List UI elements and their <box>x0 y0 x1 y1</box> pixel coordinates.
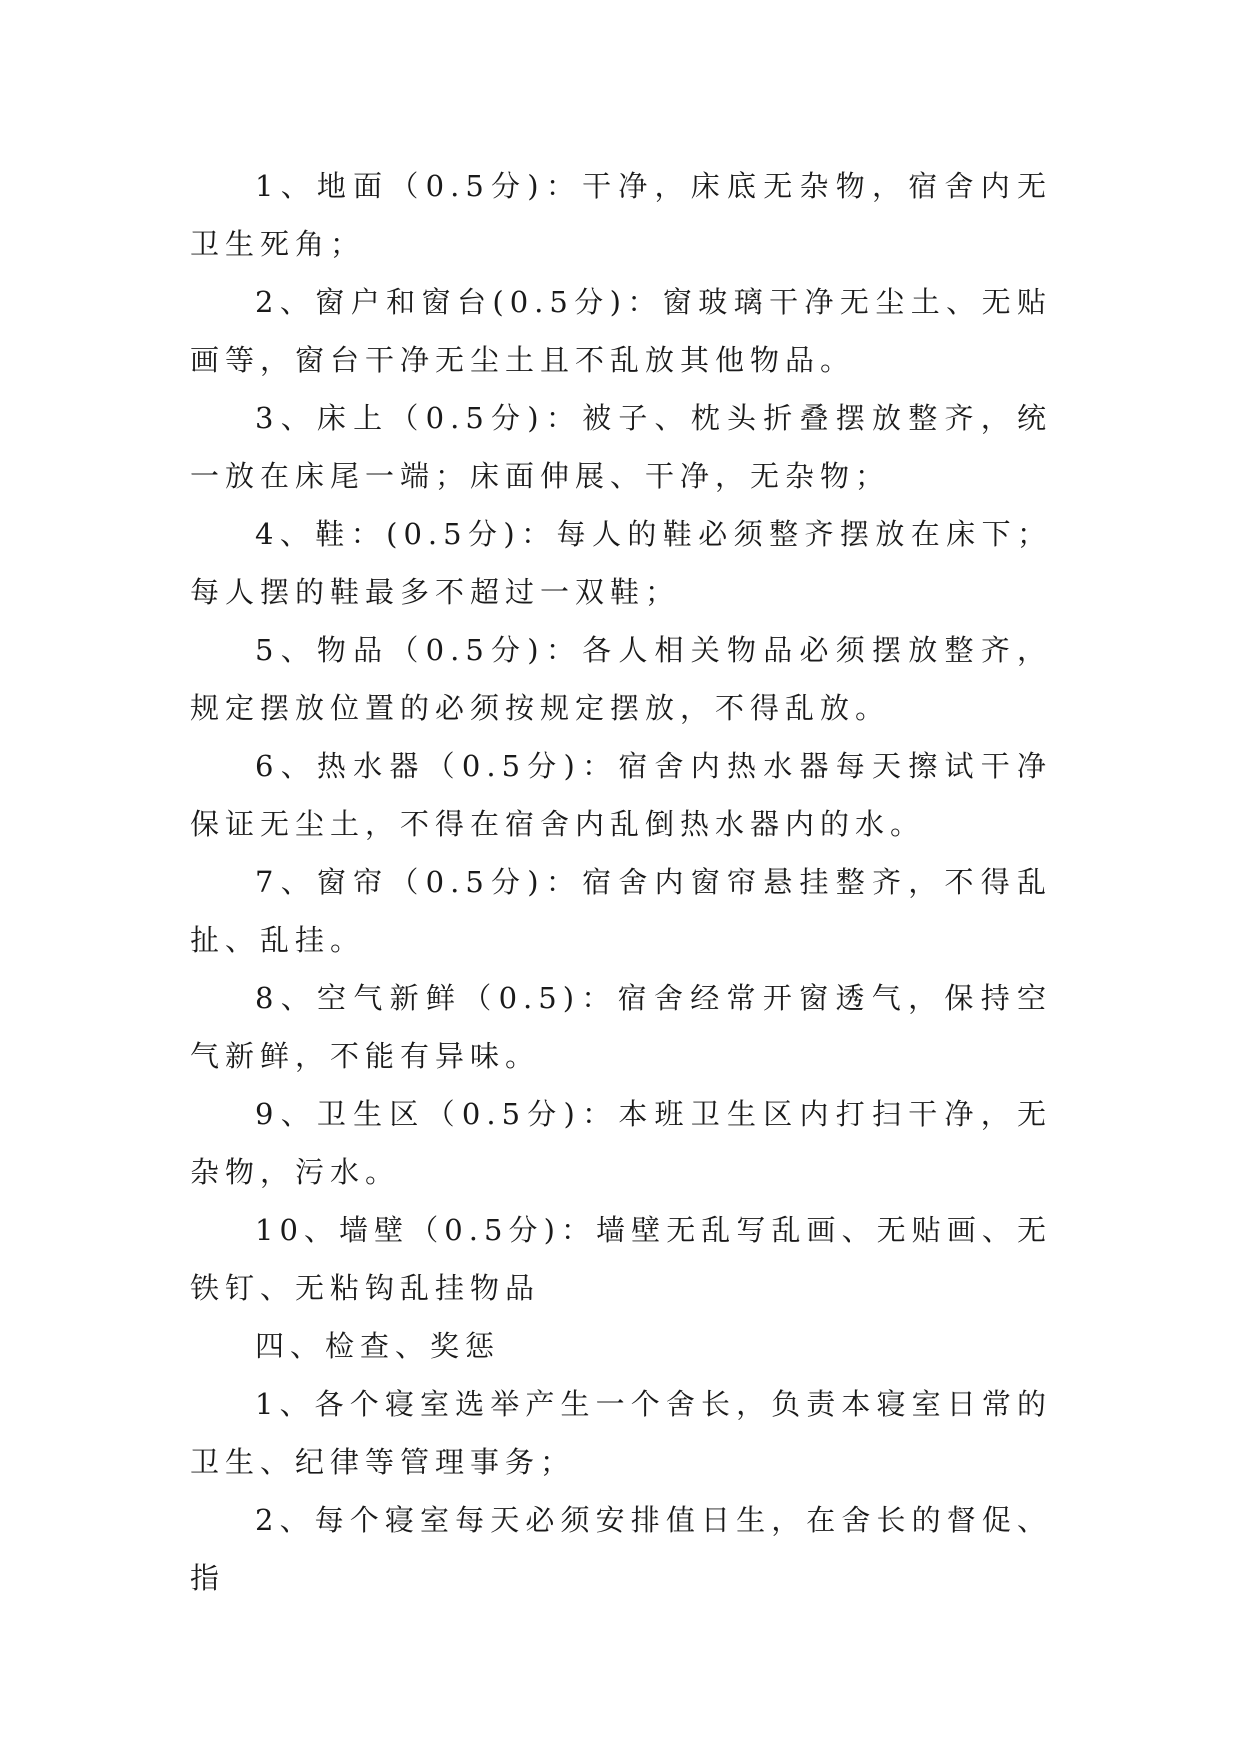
paragraph-water-heater: 6、热水器（0.5分)：宿舍内热水器每天擦试干净保证无尘土，不得在宿舍内乱倒热水器内的水。 <box>190 749 1052 841</box>
paragraph-shoes: 4、鞋：(0.5分)：每人的鞋必须整齐摆放在床下；每人摆的鞋最多不超过一双鞋； <box>190 517 1052 609</box>
paragraph-windows: 2、窗户和窗台(0.5分)：窗玻璃干净无尘土、无贴画等，窗台干净无尘土且不乱放其他物品。 <box>190 285 1052 377</box>
paragraph-curtains: 7、窗帘（0.5分)：宿舍内窗帘悬挂整齐，不得乱扯、乱挂。 <box>190 865 1052 957</box>
paragraph-hygiene-area: 9、卫生区（0.5分)：本班卫生区内打扫干净，无杂物，污水。 <box>190 1097 1052 1189</box>
section-heading-inspection: 四、检查、奖惩 <box>255 1329 501 1363</box>
paragraph-duty-student: 2、每个寝室每天必须安排值日生，在舍长的督促、指 <box>190 1503 1052 1595</box>
paragraph-fresh-air: 8、空气新鲜（0.5)：宿舍经常开窗透气，保持空气新鲜，不能有异味。 <box>190 981 1052 1073</box>
paragraph-walls: 10、墙壁（0.5分)：墙壁无乱写乱画、无贴画、无铁钉、无粘钩乱挂物品 <box>190 1213 1052 1305</box>
paragraph-floor: 1、地面（0.5分)：干净，床底无杂物，宿舍内无卫生死角； <box>190 169 1052 261</box>
paragraph-bed: 3、床上（0.5分)：被子、枕头折叠摆放整齐，统一放在床尾一端；床面伸展、干净，无杂物； <box>190 401 1052 493</box>
paragraph-items: 5、物品（0.5分)：各人相关物品必须摆放整齐，规定摆放位置的必须按规定摆放，不得乱放。 <box>190 633 1052 725</box>
document-body <box>190 157 1052 1607</box>
paragraph-dorm-leader: 1、各个寝室选举产生一个舍长，负责本寝室日常的卫生、纪律等管理事务； <box>190 1387 1052 1479</box>
